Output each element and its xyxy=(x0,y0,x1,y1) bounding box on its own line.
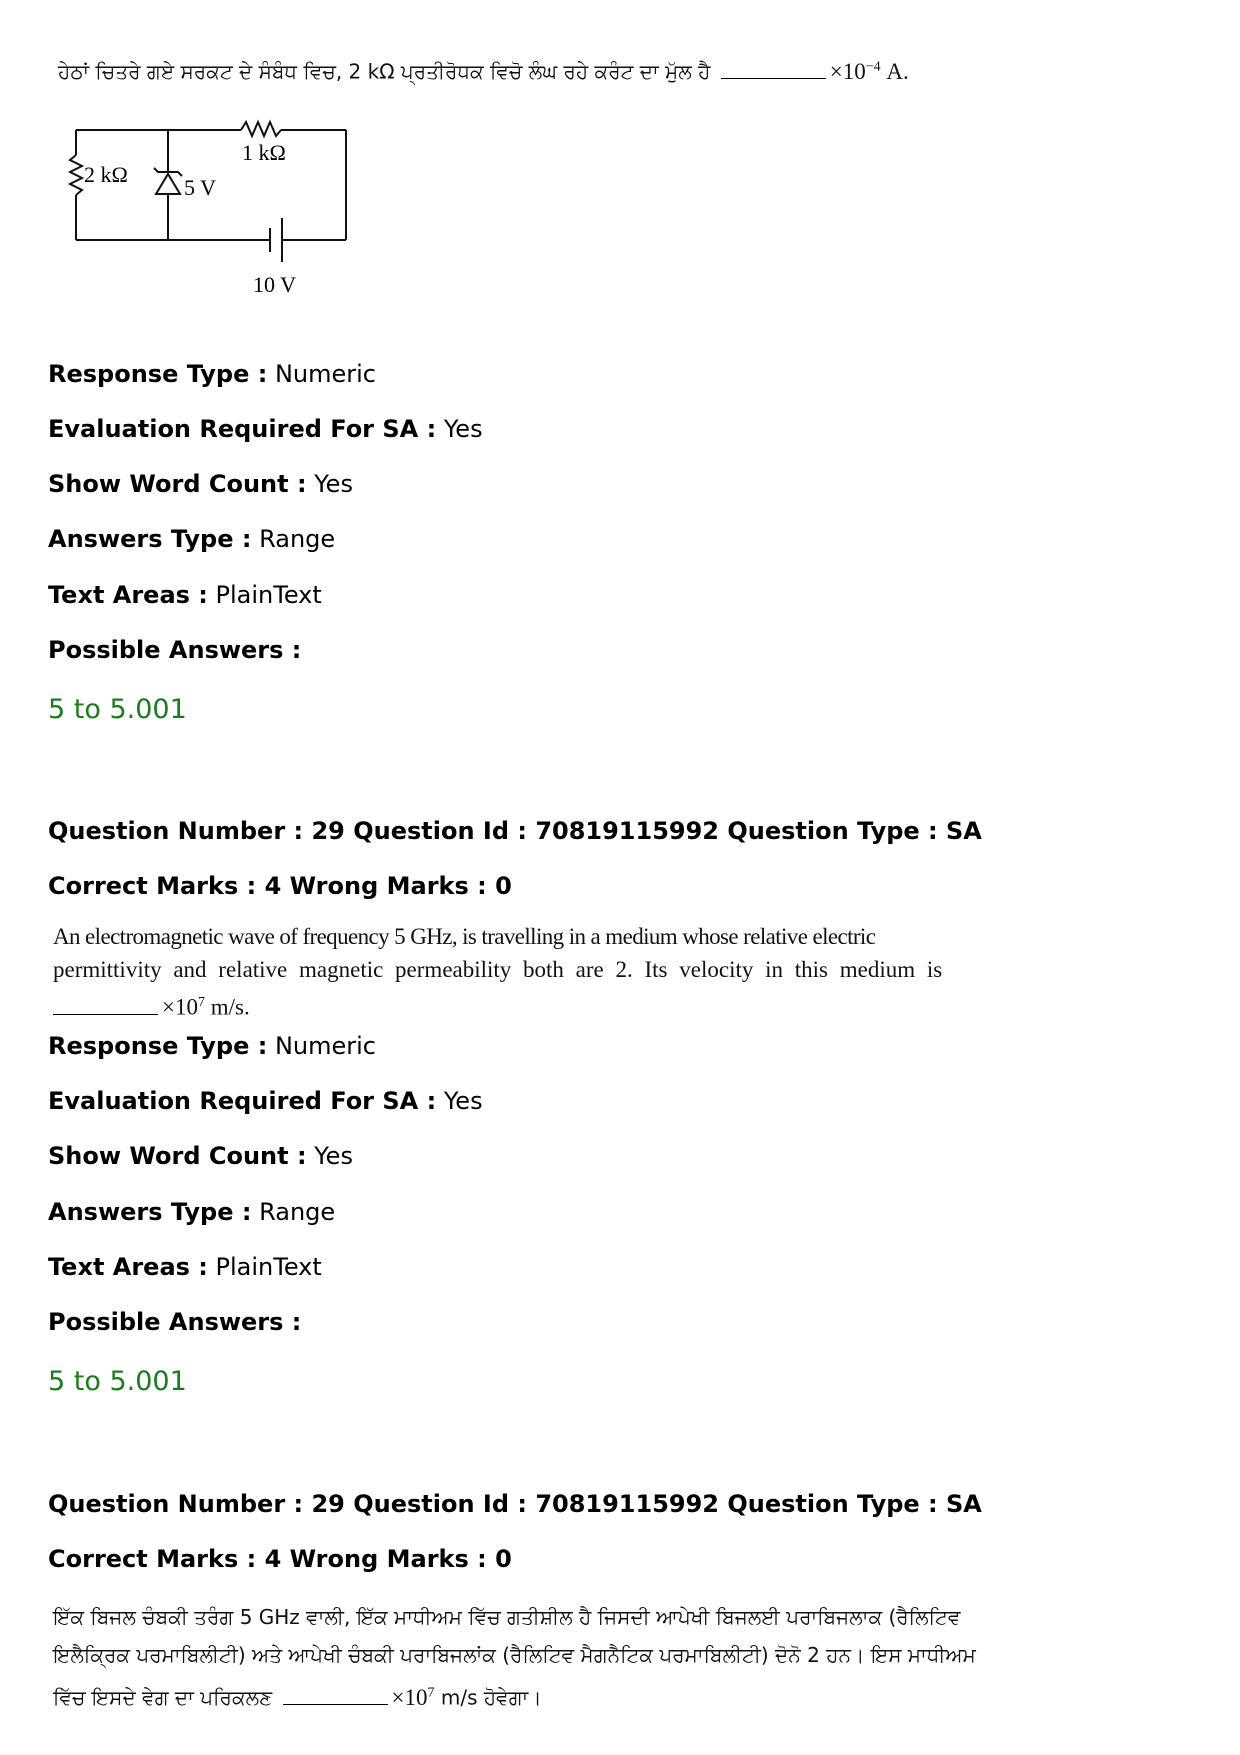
evaluation-required-row: Evaluation Required For SA : Yes xyxy=(48,415,483,443)
question-header: Question Number : 29 Question Id : 70819115992 Question Type : SA xyxy=(48,1490,982,1518)
possible-answers-row: Possible Answers : xyxy=(48,636,302,664)
show-word-count-row: Show Word Count : Yes xyxy=(48,1142,353,1170)
answers-type-row: Answers Type : Range xyxy=(48,1198,336,1226)
resistor-1k-label: 1 kΩ xyxy=(242,140,286,165)
marks-line: Correct Marks : 4 Wrong Marks : 0 xyxy=(48,872,512,900)
zener-voltage-label: 5 V xyxy=(184,175,216,200)
circuit-diagram xyxy=(56,110,396,310)
answer-blank xyxy=(53,996,158,1015)
answer-blank xyxy=(721,60,826,79)
possible-answer-value: 5 to 5.001 xyxy=(48,1366,187,1397)
answers-type-row: Answers Type : Range xyxy=(48,525,336,553)
evaluation-required-row: Evaluation Required For SA : Yes xyxy=(48,1087,483,1115)
response-type-row: Response Type : Numeric xyxy=(48,1032,376,1060)
question-text: An electromagnetic wave of frequency 5 GHz, is travelling in a medium whose relative electric permittivity and relative magnetic permeability both are 2. Its velocity in this medium is $\times 10^7$ m/s. xyxy=(53,924,943,1020)
show-word-count-row: Show Word Count : Yes xyxy=(48,470,353,498)
question-text: ਇੱਕ ਬਿਜਲ ਚੰਬਕੀ ਤਰੰਗ 5 GHz ਵਾਲੀ, ਇੱਕ ਮਾਧੀਅਮ ਵਿੱਚ ਗਤੀਸ਼ੀਲ ਹੈ ਜਿਸਦੀ ਆਪੇਖੀ ਬਿਜਲਈ ਪਰਾਬਿਜਲਾਕ (ਰੈਲਿਟਿਵ ਇਲੈਕ੍ਰਿਕ ਪਰਮਾਬਿਲੀਟੀ) ਅਤੇ ਆਪੇਖੀ ਚੰਬਕੀ ਪਰਾਬਿਜਲਾਂਕ (ਰੈਲਿਟਿਵ ਮੈਗਨੈਟਿਕ ਪਰਮਾਬਿਲੀਟੀ) ਦੋਨੋ 2 ਹਨ। ਇਸ ਮਾਧੀਅਮ ਵਿੱਚ ਇਸਦੇ ਵੇਗ ਦਾ ਪਰਿਕਲਣ $\times 10^7$ m/s ਹੋਵੇਗਾ। xyxy=(53,1605,976,1710)
question-text: ਹੇਠਾਂ ਚਿਤਰੇ ਗਏ ਸਰਕਟ ਦੇ ਸੰਬੰਧ ਵਿਚ, 2 kΩ ਪ੍ਰਤੀਰੋਧਕ ਵਿਚੋ ਲੰਘ ਰਹੇ ਕਰੰਟ ਦਾ ਮੁੱਲ ਹੈ $\times 10^{-4}$ A. xyxy=(58,58,909,84)
question-header: Question Number : 29 Question Id : 70819115992 Question Type : SA xyxy=(48,817,982,845)
possible-answer-value: 5 to 5.001 xyxy=(48,694,187,725)
battery-voltage-label: 10 V xyxy=(253,272,296,297)
response-type-row: Response Type : Numeric xyxy=(48,360,376,388)
resistor-2k-label: 2 kΩ xyxy=(84,162,128,187)
text-areas-row: Text Areas : PlainText xyxy=(48,1253,322,1281)
answer-blank xyxy=(283,1686,388,1705)
possible-answers-row: Possible Answers : xyxy=(48,1308,302,1336)
marks-line: Correct Marks : 4 Wrong Marks : 0 xyxy=(48,1545,512,1573)
text-areas-row: Text Areas : PlainText xyxy=(48,581,322,609)
